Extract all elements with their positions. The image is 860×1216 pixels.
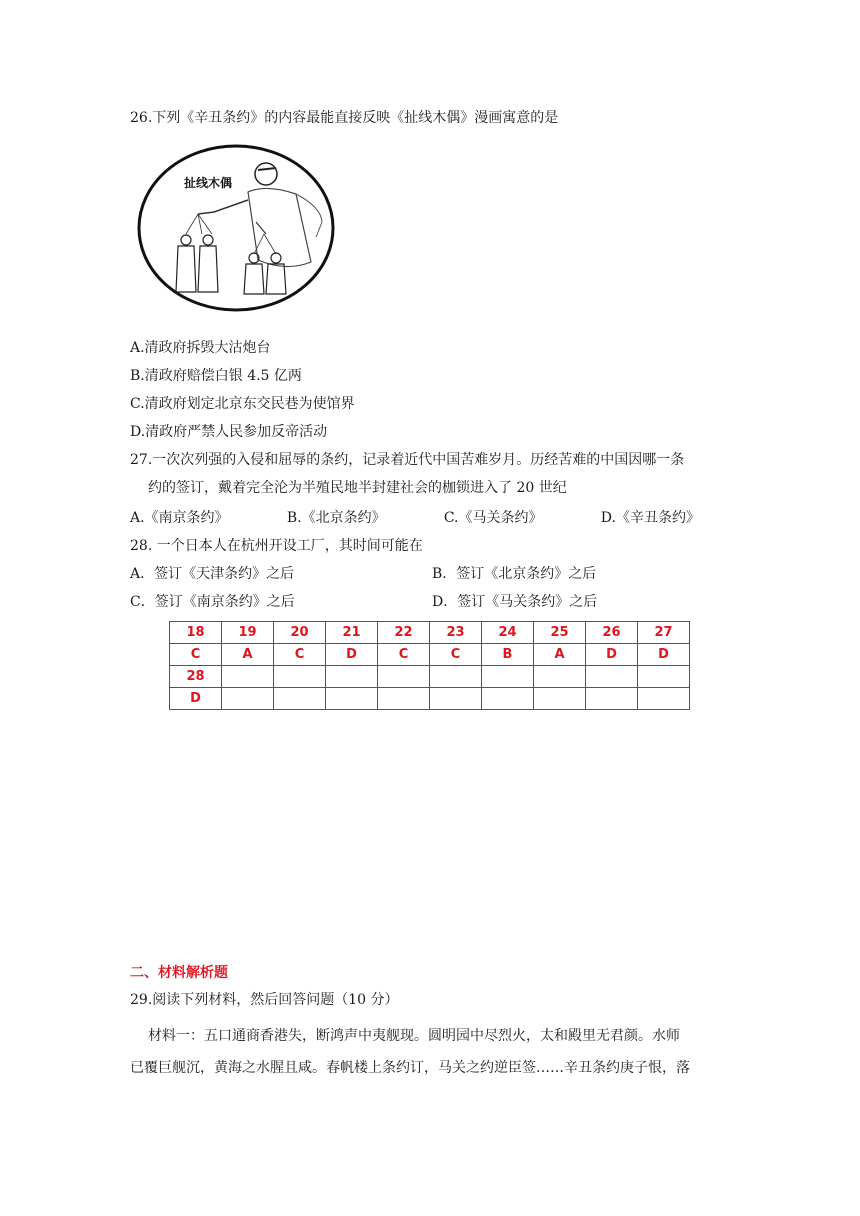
answer-cell [274, 666, 326, 688]
answer-cell [274, 688, 326, 710]
q28-option-b: B．签订《北京条约》之后 [432, 566, 597, 582]
answer-cell [326, 666, 378, 688]
answer-cell: D [586, 644, 638, 666]
answer-table [169, 621, 690, 710]
answer-cell [378, 666, 430, 688]
answer-cell [638, 688, 690, 710]
answer-cell: 21 [326, 622, 378, 644]
answer-cell: C [430, 644, 482, 666]
answer-cell: D [638, 644, 690, 666]
answer-cell: 20 [274, 622, 326, 644]
answer-cell: C [378, 644, 430, 666]
answer-table-row [170, 622, 690, 644]
material-line1: 材料一：五口通商香港失，断鸿声中夷舰现。圆明园中尽烈火，太和殿里无君颜。水师 [148, 1028, 680, 1044]
material-line2: 已覆巨舰沉，黄海之水腥且咸。春帆楼上条约订，马关之约逆臣签……辛丑条约庚子恨，落 [130, 1060, 690, 1076]
answer-cell [534, 688, 586, 710]
answer-cell [222, 688, 274, 710]
answer-cell: A [222, 644, 274, 666]
answer-cell: B [482, 644, 534, 666]
answer-cell [534, 666, 586, 688]
answer-cell [378, 688, 430, 710]
answer-cell [222, 666, 274, 688]
q29-stem: 29.阅读下列材料，然后回答问题（10 分） [130, 992, 399, 1008]
cartoon-caption: 扯线木偶 [184, 176, 233, 190]
q27-option-d: D.《辛丑条约》 [600, 510, 700, 526]
answer-cell: 25 [534, 622, 586, 644]
answer-cell: 19 [222, 622, 274, 644]
q27-options [130, 508, 700, 528]
q27-stem-line2: 约的签订，戴着完全沦为半殖民地半封建社会的枷锁进入了 20 世纪 [148, 480, 567, 496]
answer-cell: 28 [170, 666, 222, 688]
q28-stem: 28. 一个日本人在杭州开设工厂，其时间可能在 [130, 538, 423, 554]
answer-table-row [170, 644, 690, 666]
puppet-cartoon-image [136, 142, 336, 314]
q26-option-c: C.清政府划定北京东交民巷为使馆界 [130, 396, 355, 412]
answer-cell: C [274, 644, 326, 666]
answer-cell [482, 666, 534, 688]
q26-option-b: B.清政府赔偿白银 4.5 亿两 [130, 368, 302, 384]
q27-option-b: B.《北京条约》 [286, 510, 386, 526]
q28-option-c: C．签订《南京条约》之后 [130, 594, 295, 610]
q26-stem: 26.下列《辛丑条约》的内容最能直接反映《扯线木偶》漫画寓意的是 [130, 110, 559, 126]
answer-cell: D [170, 688, 222, 710]
answer-cell: D [326, 644, 378, 666]
answer-table-row [170, 666, 690, 688]
answer-cell [586, 688, 638, 710]
answer-cell [430, 666, 482, 688]
q28-option-d: D．签订《马关条约》之后 [432, 594, 598, 610]
answer-cell [482, 688, 534, 710]
answer-cell [326, 688, 378, 710]
answer-cell: 22 [378, 622, 430, 644]
answer-cell: 27 [638, 622, 690, 644]
answer-cell: A [534, 644, 586, 666]
q26-option-d: D.清政府严禁人民参加反帝活动 [130, 424, 328, 440]
answer-cell [638, 666, 690, 688]
answer-cell: 18 [170, 622, 222, 644]
answer-table-row [170, 688, 690, 710]
answer-cell: 23 [430, 622, 482, 644]
q27-option-c: C.《马关条约》 [443, 510, 543, 526]
section-title: 二、材料解析题 [130, 965, 228, 981]
answer-cell: 26 [586, 622, 638, 644]
answer-cell [586, 666, 638, 688]
answer-cell [430, 688, 482, 710]
q27-option-a: A.《南京条约》 [130, 510, 229, 526]
answer-cell: C [170, 644, 222, 666]
answer-cell: 24 [482, 622, 534, 644]
q28-option-a: A．签订《天津条约》之后 [130, 566, 295, 582]
q27-stem-line1: 27.一次次列强的入侵和屈辱的条约，记录着近代中国苦难岁月。历经苦难的中国因哪一条 [130, 452, 685, 468]
q26-option-a: A.清政府拆毁大沽炮台 [130, 340, 271, 356]
